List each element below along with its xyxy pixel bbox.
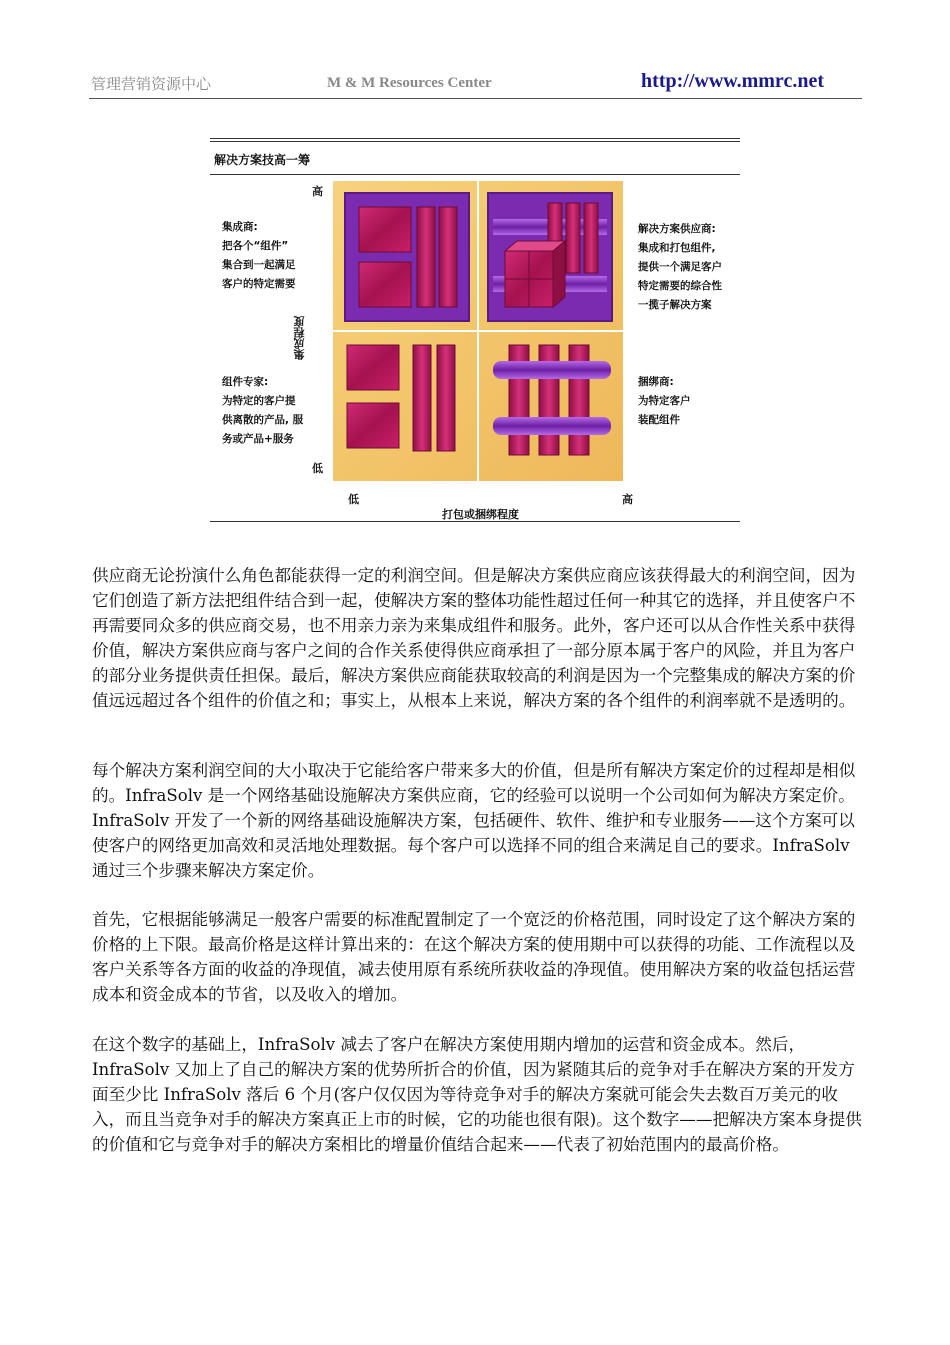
solution-bar bbox=[566, 203, 580, 273]
y-axis-low-label: 低 bbox=[312, 462, 323, 475]
component-bar bbox=[437, 345, 455, 451]
figure-title: 解决方案技高一筹 bbox=[214, 153, 311, 167]
figure-bottom-rule bbox=[210, 521, 740, 522]
component-specialist-label: 组件专家: 为特定的客户提 供离散的产品, 服 务或产品+服务 bbox=[222, 376, 304, 445]
component-block bbox=[347, 403, 399, 448]
solution-matrix-figure bbox=[210, 138, 740, 523]
paragraph-3: 首先，它根据能够满足一般客户需要的标准配置制定了一个宽泛的价格范围，同时设定了这个解决方案的价格的上下限。最高价格是这样计算出来的：在这个解决方案的使用期中可以获得的功能、工作流程以及客户关系等各方面的收益的净现值，减去使用原有系统所获收益的净现值。使用解决方案的收益包括运营成本和资金成本的节省，以及收入的增加。 bbox=[92, 910, 856, 1004]
paragraph-1: 供应商无论扮演什么角色都能获得一定的利润空间。但是解决方案供应商应该获得最大的利润空间，因为它们创造了新方法把组件结合到一起，使解决方案的整体功能性超过任何一种其它的选择，并且使客户不再需要同众多的供应商交易，也不用亲力亲为来集成组件和服务。此外，客户还可以从合作性关系中获得价值，解决方案供应商与客户之间的合作关系使得供应商承担了一部分原本属于客户的风险，并且为客户的部分业务提供责任担保。最后，解决方案供应商能获取较高的利润是因为一个完整集成的解决方案的价值远远超过各个组件的价值之和；事实上，从根本上来说，解决方案的各个组件的利润率就不是透明的。 bbox=[92, 566, 856, 710]
integrator-bar bbox=[439, 207, 457, 307]
header-website-link[interactable]: http://www.mmrc.net bbox=[641, 70, 824, 92]
solution-provider-label: 解决方案供应商: 集成和打包组件, 提供一个满足客户 特定需要的综合性 一揽子解决方案 bbox=[638, 223, 722, 311]
component-bar bbox=[413, 345, 431, 451]
integrator-label: 集成商: 把各个“组件” 集合到一起满足 客户的特定需要 bbox=[222, 221, 296, 290]
figure-top-rule bbox=[210, 138, 740, 139]
figure-top-rule-2 bbox=[210, 141, 740, 142]
component-block bbox=[347, 345, 399, 390]
bundler-band bbox=[493, 417, 611, 435]
integrator-block bbox=[359, 207, 411, 252]
y-axis-high-label: 高 bbox=[312, 185, 323, 198]
page-header bbox=[89, 70, 862, 99]
solution-provider-graphic bbox=[488, 193, 612, 321]
paragraph-4: 在这个数字的基础上，InfraSolv 减去了客户在解决方案使用期内增加的运营和资金成本。然后，InfraSolv 又加上了自己的解决方案的优势所折合的价值，因为紧随其后的竞争对手在解决方案的开发方面至少比 InfraSolv 落后 6 个月(客户仅仅因为等待竞争对手的解决方案就可能会失去数百万美元的收入，而且当竞争对手的解决方案真正上市的时候，它的功能也很有限)。这个数字——把解决方案本身提供的价值和它与竞争对手的解决方案相比的增量价值结合起来——代表了初始范围内的最高价格。 bbox=[92, 1035, 862, 1154]
y-axis-title: 集成程度 bbox=[293, 316, 306, 360]
solution-cube-side bbox=[553, 241, 565, 307]
header-org-name: 管理营销资源中心 bbox=[91, 75, 212, 93]
integrator-graphic bbox=[345, 193, 469, 321]
integrator-bar bbox=[417, 207, 435, 307]
integrator-block bbox=[359, 262, 411, 307]
bundler-label: 捆绑商: 为特定客户 装配组件 bbox=[638, 376, 691, 426]
figure-title-rule bbox=[210, 174, 740, 175]
x-axis-high-label: 高 bbox=[622, 493, 633, 506]
header-center-title: M & M Resources Center bbox=[327, 75, 492, 91]
quadrant-matrix bbox=[333, 181, 623, 481]
bundler-band bbox=[493, 361, 611, 379]
paragraph-2: 每个解决方案利润空间的大小取决于它能给客户带来多大的价值，但是所有解决方案定价的过程却是相似的。InfraSolv 是一个网络基础设施解决方案供应商，它的经验可以说明一个公司如何为解决方案定价。InfraSolv 开发了一个新的网络基础设施解决方案，包括硬件、软件、维护和专业服务——这个方案可以使客户的网络更加高效和灵活地处理数据。每个客户可以选择不同的组合来满足自己的要求。InfraSolv 通过三个步骤来解决方案定价。 bbox=[92, 761, 856, 880]
x-axis-low-label: 低 bbox=[348, 493, 359, 506]
solution-bar bbox=[584, 203, 598, 273]
x-axis-title: 打包或捆绑程度 bbox=[442, 508, 519, 521]
